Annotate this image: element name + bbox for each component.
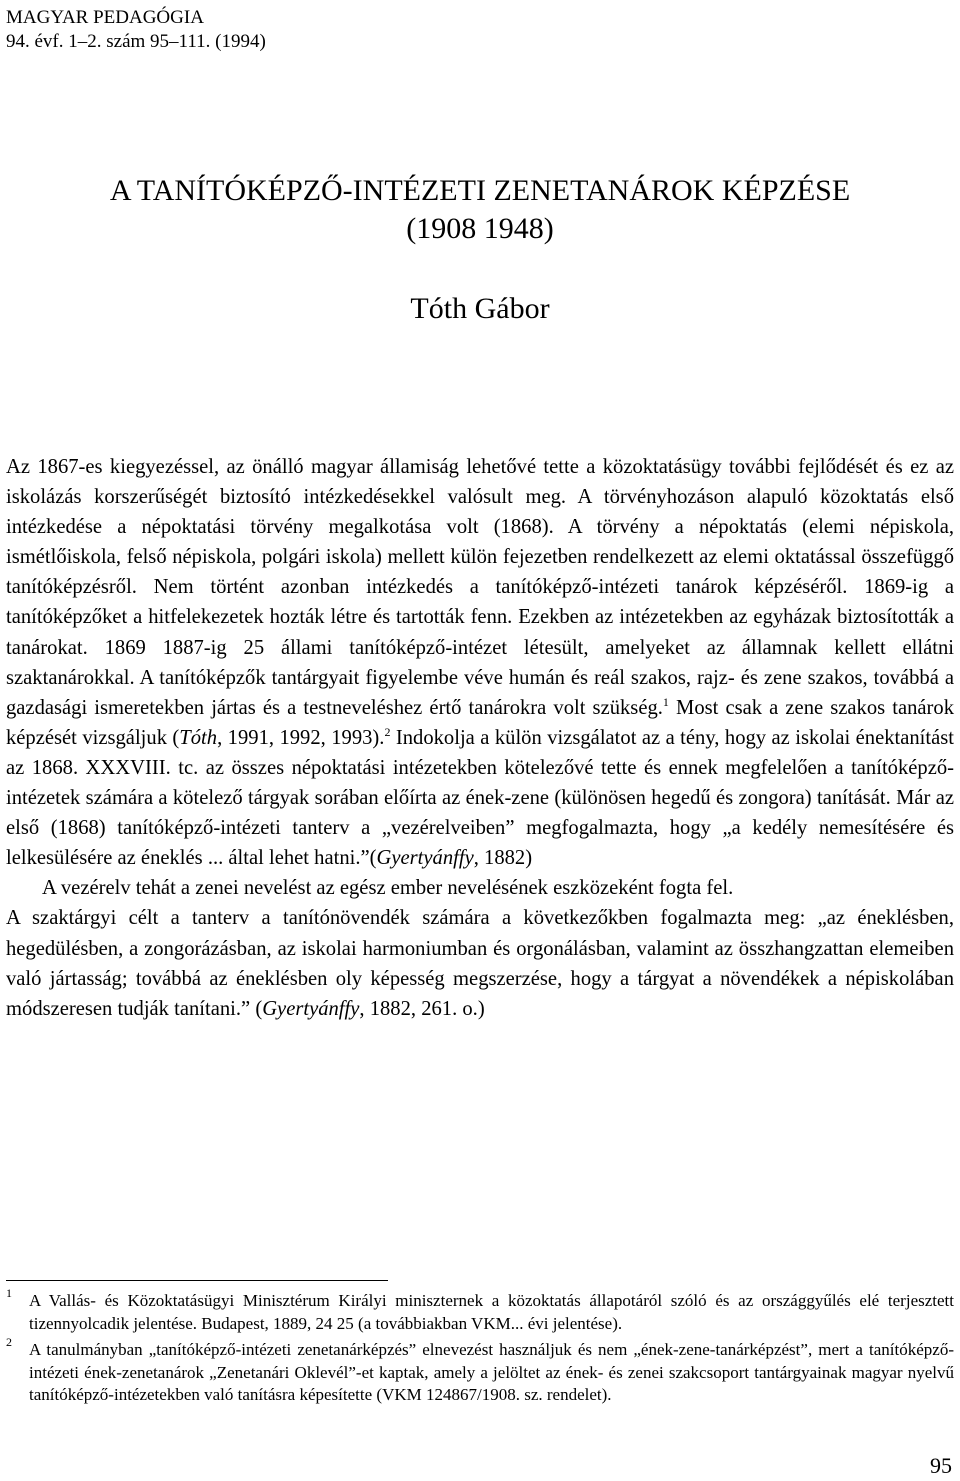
citation-author: Gyertyánffy [376, 847, 474, 870]
paragraph-1-text-a: Az 1867-es kiegyezéssel, az önálló magyar államiság lehetővé tette a közoktatásügy további fejlődését és ez az iskolázás korszerűségét biztosító intézkedésekkel valósult meg. A törvényhozáson alapuló közoktatás első intézkedése a népoktatási törvény megalkotása volt (1868). A törvény a népoktatás (elemi népiskola, ismétlőiskola, felső népiskola, polgári iskola) mellett külön fejezetben rendelkezett az elemi oktatással összefüggő tanítóképzésről. Nem történt azonban intézkedés a tanítóképző-intézeti tanárok képzéséről. 1869-ig a tanítóképzőket a hitfelekezetek hozták létre és tartották fenn. Ezekben az intézetekben az egyházak biztosították a tanárokat. 1869 1887-ig 25 állami tanítóképző-intézet létesült, amelyeket az államnak kellett ellátni szaktanárokkal. A tanítóképzők tantárgyait figyelembe véve humán és reál szakos, rajz- és zene szakos, továbbá a gazdasági ismeretekben jártas és a testneveléshez értő tanárokra volt szükség. [6, 456, 954, 719]
footnote [6, 1335, 954, 1407]
paragraph-1-text-d: Indokolja a külön vizsgálatot az a tény, hogy az iskolai énektanítást az 1868. XXXVIII. tc. az összes népoktatási intézetekben kötelezővé tette és ennek megfelelően a tanítóképző-intézetek számára a kötelező tárgyak sorában előírta az ének-zene (különösen hegedű és zongora) tanítását. Már az első (1868) tanítóképző-intézeti tanterv a „vezérelveiben” megfogalmazta, hogy „a kedély nemesítésére és lelkesülésére az éneklés ... által lehet hatni.”( [6, 726, 954, 870]
paragraph-1-text-c: , 1991, 1992, 1993). [217, 726, 385, 749]
citation-author: Gyertyánffy [262, 997, 360, 1020]
footnote-number: 1 [6, 1286, 12, 1300]
footnote-text: A Vallás- és Közoktatásügyi Minisztérum Királyi miniszternek a közoktatás állapotáról szóló és az országgyűlés elé terjesztett tizennyolcadik jelentése. Budapest, 1889, 24 25 (a továbbiakban VKM... évi jelentése). [29, 1291, 954, 1333]
page-number: 95 [930, 1453, 952, 1478]
article-title [0, 172, 960, 248]
journal-issue: 94. évf. 1–2. szám 95–111. (1994) [6, 31, 266, 52]
journal-name: MAGYAR PEDAGÓGIA [6, 7, 204, 28]
paragraph-1 [6, 452, 954, 873]
paragraph-2: A vezérelv tehát a zenei nevelést az egész ember nevelésének eszközeként fogta fel. [42, 877, 734, 900]
footnote-number: 2 [6, 1335, 12, 1349]
paragraph-1-text-e: , 1882) [473, 847, 533, 870]
citation-author: Tóth [179, 726, 218, 749]
article-title-line-2: (1908 1948) [406, 212, 554, 245]
footnote [6, 1286, 954, 1335]
article-body [6, 452, 954, 1024]
article-author: Tóth Gábor [410, 292, 550, 325]
journal-header [6, 6, 266, 54]
footnote-separator [6, 1280, 388, 1281]
footnotes [6, 1286, 954, 1411]
footnote-text: A tanulmányban „tanítóképző-intézeti zenetanárképzés” elnevezést használjuk és nem „ének-zene-tanárképzést”, mert a tanítóképző-intézeti ének-zenetanárok „Zenetanári Oklevél”-et kaptak, amely a jelöltet az ének- és zenei szakcsoport tantárgyainak magyar nyelvű tanítóképző-intézetekben való tanításra képesítette (VKM 124867/1908. sz. rendelet). [29, 1340, 954, 1404]
footnote-ref-1: 1 [662, 694, 669, 709]
footnote-ref-2: 2 [384, 724, 391, 739]
paragraph-3 [6, 903, 954, 1023]
paragraph-3-text-a: A szaktárgyi célt a tanterv a tanítónövendék számára a következőkben fogalmazta meg: „az éneklésben, hegedülésben, a zongorázásban, az iskolai harmoniumban és orgonálásban, valamint az összhangzattan elemeiben való jártasság; továbbá az éneklésben oly képesség megszerzése, hogy a tárgyat a növendékek a népiskolában módszeresen tudják tanítani.” ( [6, 907, 954, 1020]
article-title-line-1: A TANÍTÓKÉPZŐ-INTÉZETI ZENETANÁROK KÉPZÉSE [109, 174, 851, 207]
paragraph-1-text-b: Most csak a zene szakos tanárok képzését vizsgáljuk ( [6, 696, 954, 749]
paragraph-3-text-b: , 1882, 261. o.) [359, 997, 485, 1020]
